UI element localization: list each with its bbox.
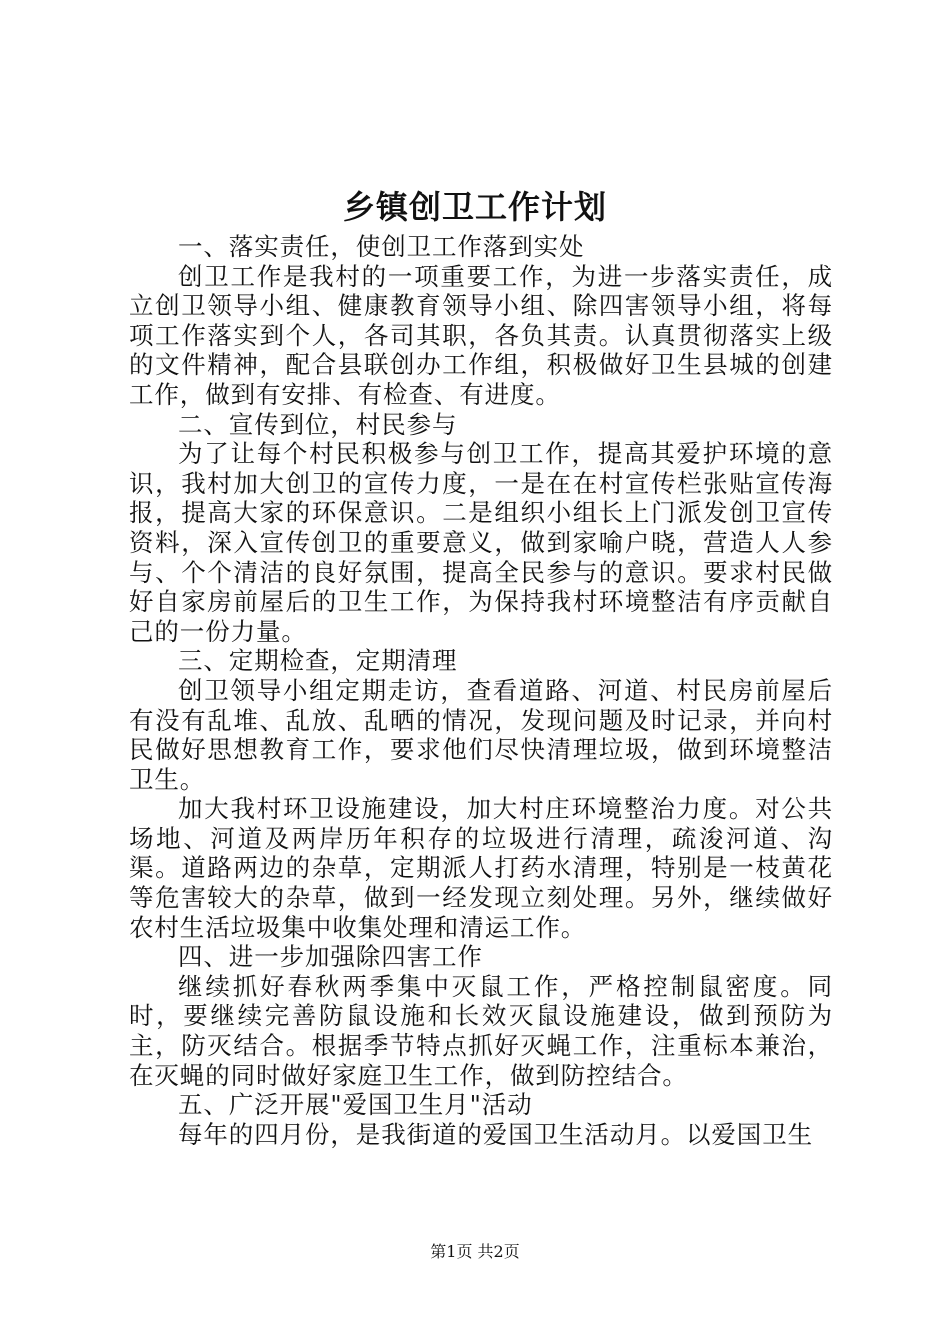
paragraph: 继续抓好春秋两季集中灭鼠工作，严格控制鼠密度。同时，要继续完善防鼠设施和长效灭鼠设施建设，做到预防为主，防灭结合。根据季节特点抓好灭蝇工作，注重标本兼治，在灭蝇的同时做好家庭卫生工作，做到防控结合。 (129, 971, 833, 1090)
document-body (129, 232, 833, 1149)
paragraph: 每年的四月份，是我街道的爱国卫生活动月。以爱国卫生 (178, 1119, 813, 1149)
paragraph: 加大我村环卫设施建设，加大村庄环境整治力度。对公共场地、河道及两岸历年积存的垃圾进行清理，疏浚河道、沟渠。道路两边的杂草，定期派人打药水清理，特别是一枝黄花等危害较大的杂草，做到一经发现立刻处理。另外，继续做好农村生活垃圾集中收集处理和清运工作。 (129, 794, 833, 942)
paragraph: 创卫工作是我村的一项重要工作，为进一步落实责任，成立创卫领导小组、健康教育领导小组、除四害领导小组，将每项工作落实到个人，各司其职，各负其责。认真贯彻落实上级的文件精神，配合县联创办工作组，积极做好卫生县城的创建工作，做到有安排、有检查、有进度。 (129, 261, 833, 409)
paragraph: 为了让每个村民积极参与创卫工作，提高其爱护环境的意识，我村加大创卫的宣传力度，一是在在村宣传栏张贴宣传海报，提高大家的环保意识。二是组织小组长上门派发创卫宣传资料，深入宣传创卫的重要意义，做到家喻户晓，营造人人参与、个个清洁的良好氛围，提高全民参与的意识。要求村民做好自家房前屋后的卫生工作，为保持我村环境整洁有序贡献自己的一份力量。 (129, 439, 833, 646)
paragraph: 创卫领导小组定期走访，查看道路、河道、村民房前屋后有没有乱堆、乱放、乱晒的情况，发现问题及时记录，并向村民做好思想教育工作，要求他们尽快清理垃圾，做到环境整洁卫生。 (129, 675, 833, 794)
document-title: 乡镇创卫工作计划 (342, 188, 607, 226)
section-heading-5: 五、广泛开展"爱国卫生月"活动 (178, 1090, 533, 1120)
page-footer: 第1页 共2页 (430, 1242, 520, 1261)
section-heading-3: 三、定期检查，定期清理 (178, 646, 458, 676)
section-heading-2: 二、宣传到位，村民参与 (178, 409, 458, 439)
section-heading-4: 四、进一步加强除四害工作 (178, 942, 483, 972)
section-heading-1: 一、落实责任，使创卫工作落到实处 (178, 232, 585, 261)
